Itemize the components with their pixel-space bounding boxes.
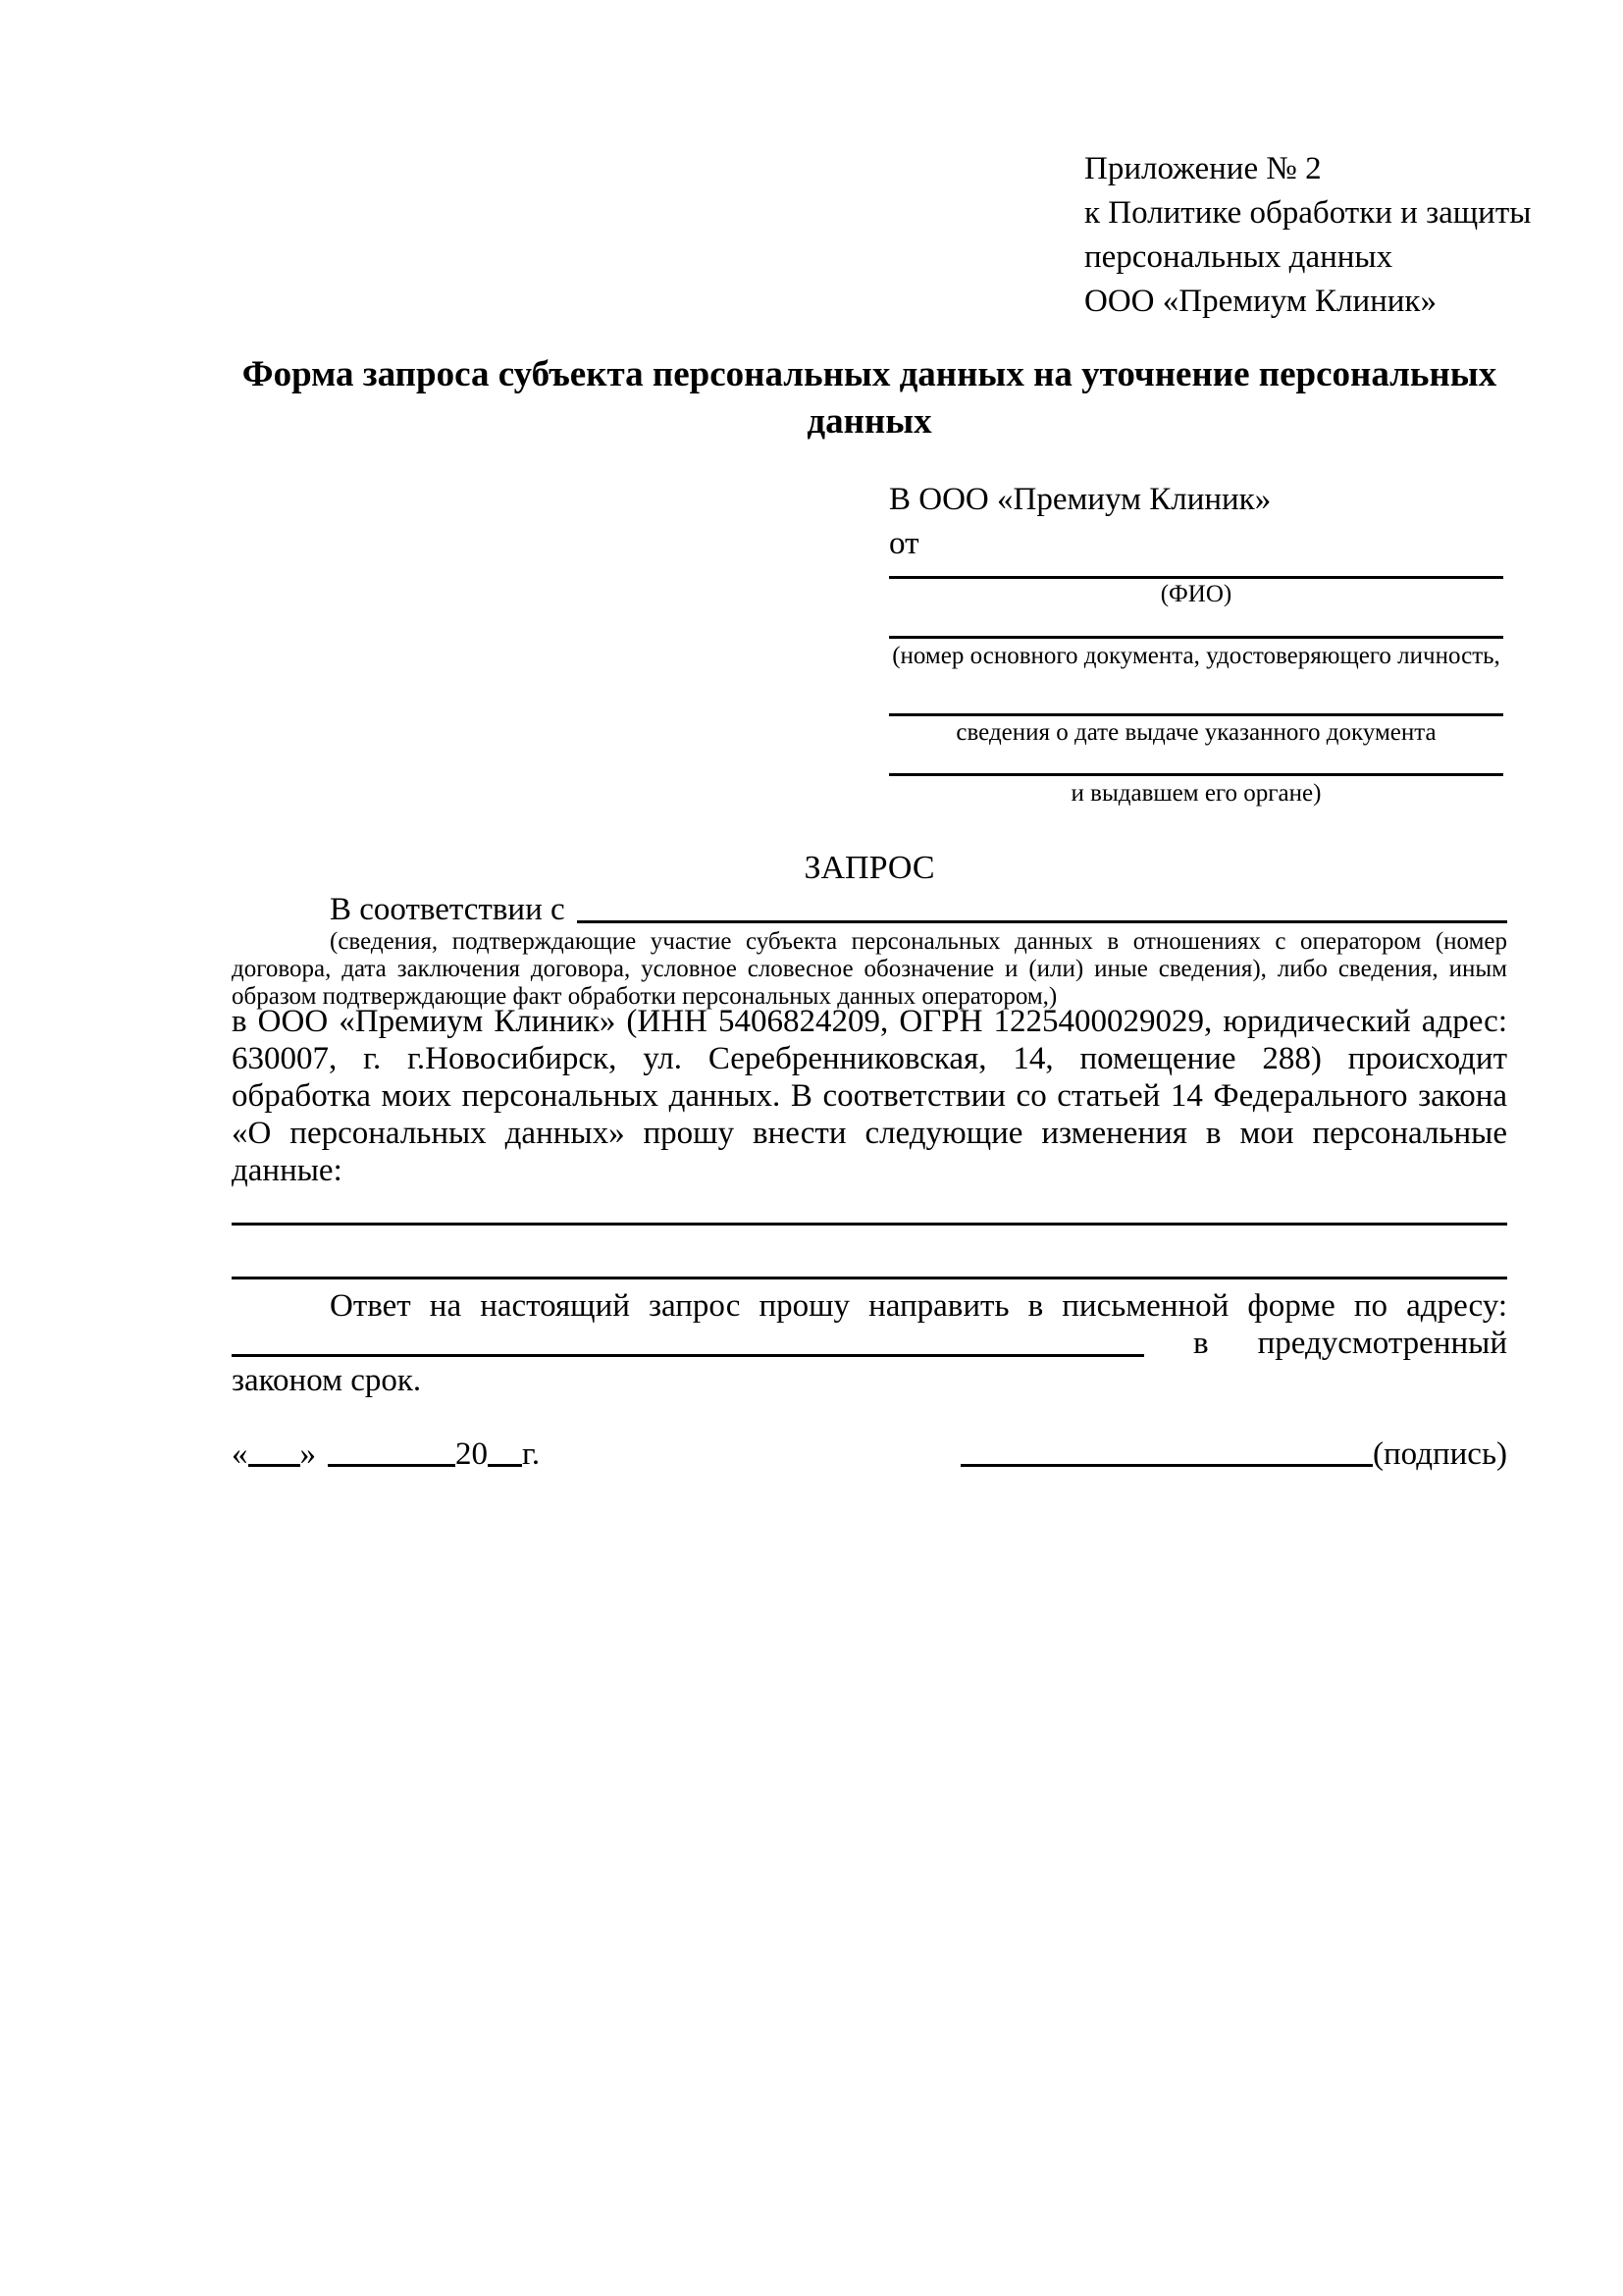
issue-date-caption: сведения о дате выдаче указанного документа bbox=[956, 719, 1437, 746]
reply-request-text: Ответ на настоящий запрос прошу направить в письменной форме по адресу: bbox=[330, 1288, 1507, 1324]
date-open-quote: « bbox=[232, 1436, 248, 1472]
document-number-caption: (номер основного документа, удостоверяющего личность, bbox=[892, 643, 1500, 669]
annex-line: Приложение № 2 bbox=[1084, 151, 1322, 186]
date-year-suffix: г. bbox=[522, 1436, 541, 1472]
fio-caption: (ФИО) bbox=[1160, 581, 1232, 607]
reply-address-blank-line bbox=[232, 1354, 1144, 1357]
issuing-authority-caption: и выдавшем его органе) bbox=[1071, 780, 1322, 807]
changes-blank-line bbox=[232, 1223, 1507, 1226]
annex-reference-block bbox=[1084, 147, 1531, 324]
reply-tail-word-2: предусмотренный bbox=[1257, 1326, 1507, 1361]
request-heading: ЗАПРОС bbox=[804, 850, 935, 886]
annex-line: ООО «Премиум Клиник» bbox=[1084, 284, 1437, 319]
footer-row bbox=[232, 1435, 1507, 1474]
fio-blank-line bbox=[889, 576, 1503, 579]
compliance-basis-row bbox=[232, 891, 1507, 928]
document-title: Форма запроса субъекта персональных данных на уточнение персональных данных bbox=[241, 354, 1497, 442]
signature-field bbox=[961, 1435, 1507, 1474]
date-year-prefix: 20 bbox=[455, 1436, 488, 1472]
reply-closing-text: законом срок. bbox=[232, 1363, 422, 1398]
changes-blank-line bbox=[232, 1277, 1507, 1279]
annex-line: к Политике обработки и защиты bbox=[1084, 195, 1532, 231]
footnote-text: (сведения, подтверждающие участие субъекта персональных данных в отношениях с оператором (номер договора, дата заключения договора, условное словесное обозначение и (или) иные сведения), либо сведения, иным образом подтверждающие факт обработки персональных данных оператором,) bbox=[232, 928, 1507, 1010]
signature-caption: (подпись) bbox=[1373, 1436, 1507, 1472]
compliance-basis-blank-line bbox=[577, 920, 1507, 923]
addressee-block bbox=[889, 478, 1507, 566]
document-number-blank-line bbox=[889, 636, 1503, 639]
addressee-to-line: В ООО «Премиум Клиник» bbox=[889, 482, 1272, 517]
signature-blank-line bbox=[961, 1464, 1373, 1467]
reply-address-row bbox=[232, 1325, 1507, 1362]
addressee-from-label: от bbox=[889, 526, 919, 561]
reply-tail-word-1: в bbox=[1193, 1326, 1209, 1361]
date-day-blank bbox=[248, 1464, 300, 1467]
date-year-blank bbox=[488, 1464, 522, 1467]
compliance-basis-label: В соответствии с bbox=[330, 892, 565, 927]
issue-date-blank-line bbox=[889, 713, 1503, 716]
date-month-blank bbox=[328, 1464, 455, 1467]
date-field bbox=[232, 1435, 540, 1474]
annex-line: персональных данных bbox=[1084, 239, 1393, 275]
issuing-authority-blank-line bbox=[889, 773, 1503, 776]
date-close-quote: » bbox=[299, 1436, 316, 1472]
request-body-text: в ООО «Премиум Клиник» (ИНН 5406824209, ОГРН 1225400029029, юридический адрес: 630007, г. г.Новосибирск, ул. Серебренниковская, 14, помещение 288) происходит обработка моих персональных данных. В соответствии со статьей 14 Федерального закона «О персональных данных» прошу внести следующие изменения в мои персональные данные: bbox=[232, 1004, 1507, 1188]
